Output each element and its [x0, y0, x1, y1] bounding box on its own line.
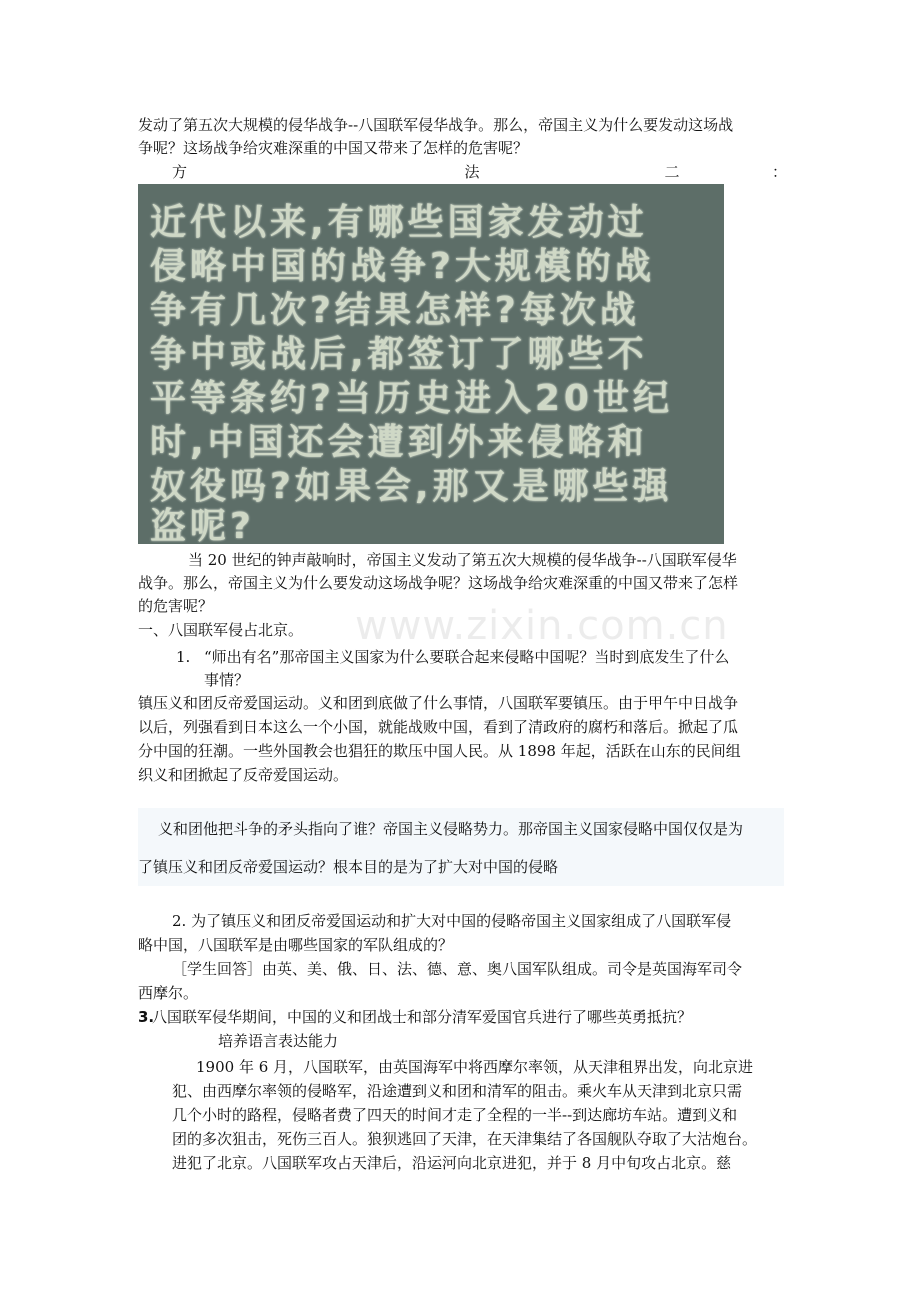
- para2-line-3: 分中国的狂潮。一些外国教会也猖狂的欺压中国人民。从 1898 年起，活跃在山东的民间组: [138, 742, 741, 760]
- chalkboard-line: 盗呢?: [150, 506, 255, 547]
- para3-line-3: 几个小时的路程，侵略者费了四天的时间才走了全程的一半--到达廊坊车站。遭到义和: [172, 1106, 738, 1124]
- q1-line-2: 事情？: [204, 671, 250, 689]
- skill-label: 培养语言表达能力: [218, 1032, 339, 1050]
- section-heading: 一、八国联军侵占北京。: [138, 621, 304, 639]
- chalkboard-line: 争有几次?结果怎样?每次战: [150, 290, 640, 331]
- highlight-line-1: 义和团他把斗争的矛头指向了谁？帝国主义侵略势力。那帝国主义国家侵略中国仅仅是为: [158, 820, 744, 838]
- method-two-label: [138, 161, 788, 184]
- chalkboard-line: 近代以来,有哪些国家发动过: [150, 202, 648, 243]
- chalkboard-line: 时,中国还会遭到外来侵略和: [150, 422, 648, 463]
- chalkboard-line: 平等条约?当历史进入20世纪: [150, 378, 673, 419]
- method-char-1: 方: [172, 163, 188, 181]
- para1-line-2: 战争。那么，帝国主义为什么要发动这场战争呢？这场战争给灾难深重的中国又带来了怎样: [138, 574, 739, 592]
- method-char-2: 法: [464, 163, 480, 181]
- q3-text: 八国联军侵华期间，中国的义和团战士和部分清军爱国官兵进行了哪些英勇抵抗？: [152, 1008, 693, 1026]
- q1-number: 1.: [176, 648, 191, 666]
- chalkboard-image: [138, 184, 724, 547]
- intro-line-2: 争呢？这场战争给灾难深重的中国又带来了怎样的危害呢？: [138, 139, 529, 157]
- q2-line-2: 略中国，八国联军是由哪些国家的军队组成的？: [138, 936, 454, 954]
- para3-line-5: 进犯了北京。八国联军攻占天津后，沿运河向北京进犯，并于 8 月中旬攻占北京。慈: [172, 1154, 732, 1172]
- para3-line-4: 团的多次狙击，死伤三百人。狼狈逃回了天津，在天津集结了各国舰队夺取了大沽炮台。: [172, 1130, 758, 1148]
- answer-line-2: 西摩尔。: [138, 984, 199, 1002]
- method-char-3: 二: [664, 163, 680, 181]
- watermark: www.zixin.com.cn: [355, 603, 729, 649]
- para3-line-1: 1900 年 6 月，八国联军，由英国海军中将西摩尔率领，从天津租界出发，向北京进: [196, 1058, 754, 1076]
- chalkboard-line: 争中或战后,都签订了哪些不: [150, 334, 648, 375]
- chalkboard-line: 奴役吗?如果会,那又是哪些强: [150, 466, 673, 507]
- para2-line-4: 织义和团掀起了反帝爱国运动。: [138, 766, 349, 784]
- highlight-line-2: 了镇压义和团反帝爱国运动？根本目的是为了扩大对中国的侵略: [138, 858, 559, 876]
- para2-line-2: 以后，列强看到日本这么一个小国，就能战败中国，看到了清政府的腐朽和落后。掀起了瓜: [138, 718, 739, 736]
- q3-number: 3.: [138, 1008, 155, 1026]
- para3-line-2: 犯、由西摩尔率领的侵略军，沿途遭到义和团和清军的阻击。乘火车从天津到北京只需: [172, 1082, 743, 1100]
- para1-line-1: 当 20 世纪的钟声敲响时，帝国主义发动了第五次大规模的侵华战争--八国联军侵华: [188, 551, 737, 569]
- q2-line-1: 2. 为了镇压义和团反帝爱国运动和扩大对中国的侵略帝国主义国家组成了八国联军侵: [172, 912, 732, 930]
- intro-line-1: 发动了第五次大规模的侵华战争--八国联军侵华战争。那么，帝国主义为什么要发动这场战: [138, 116, 734, 134]
- method-colon: ：: [772, 163, 788, 181]
- q1-line-1: “师出有名”那帝国主义国家为什么要联合起来侵略中国呢？当时到底发生了什么: [204, 648, 730, 666]
- chalkboard-line: 侵略中国的战争?大规模的战: [150, 246, 655, 287]
- para1-line-3: 的危害呢？: [138, 597, 214, 615]
- answer-line-1: ［学生回答］由英、美、俄、日、法、德、意、奥八国军队组成。司令是英国海军司令: [172, 960, 743, 978]
- para2-line-1: 镇压义和团反帝爱国运动。义和团到底做了什么事情，八国联军要镇压。由于甲午中日战争: [138, 694, 739, 712]
